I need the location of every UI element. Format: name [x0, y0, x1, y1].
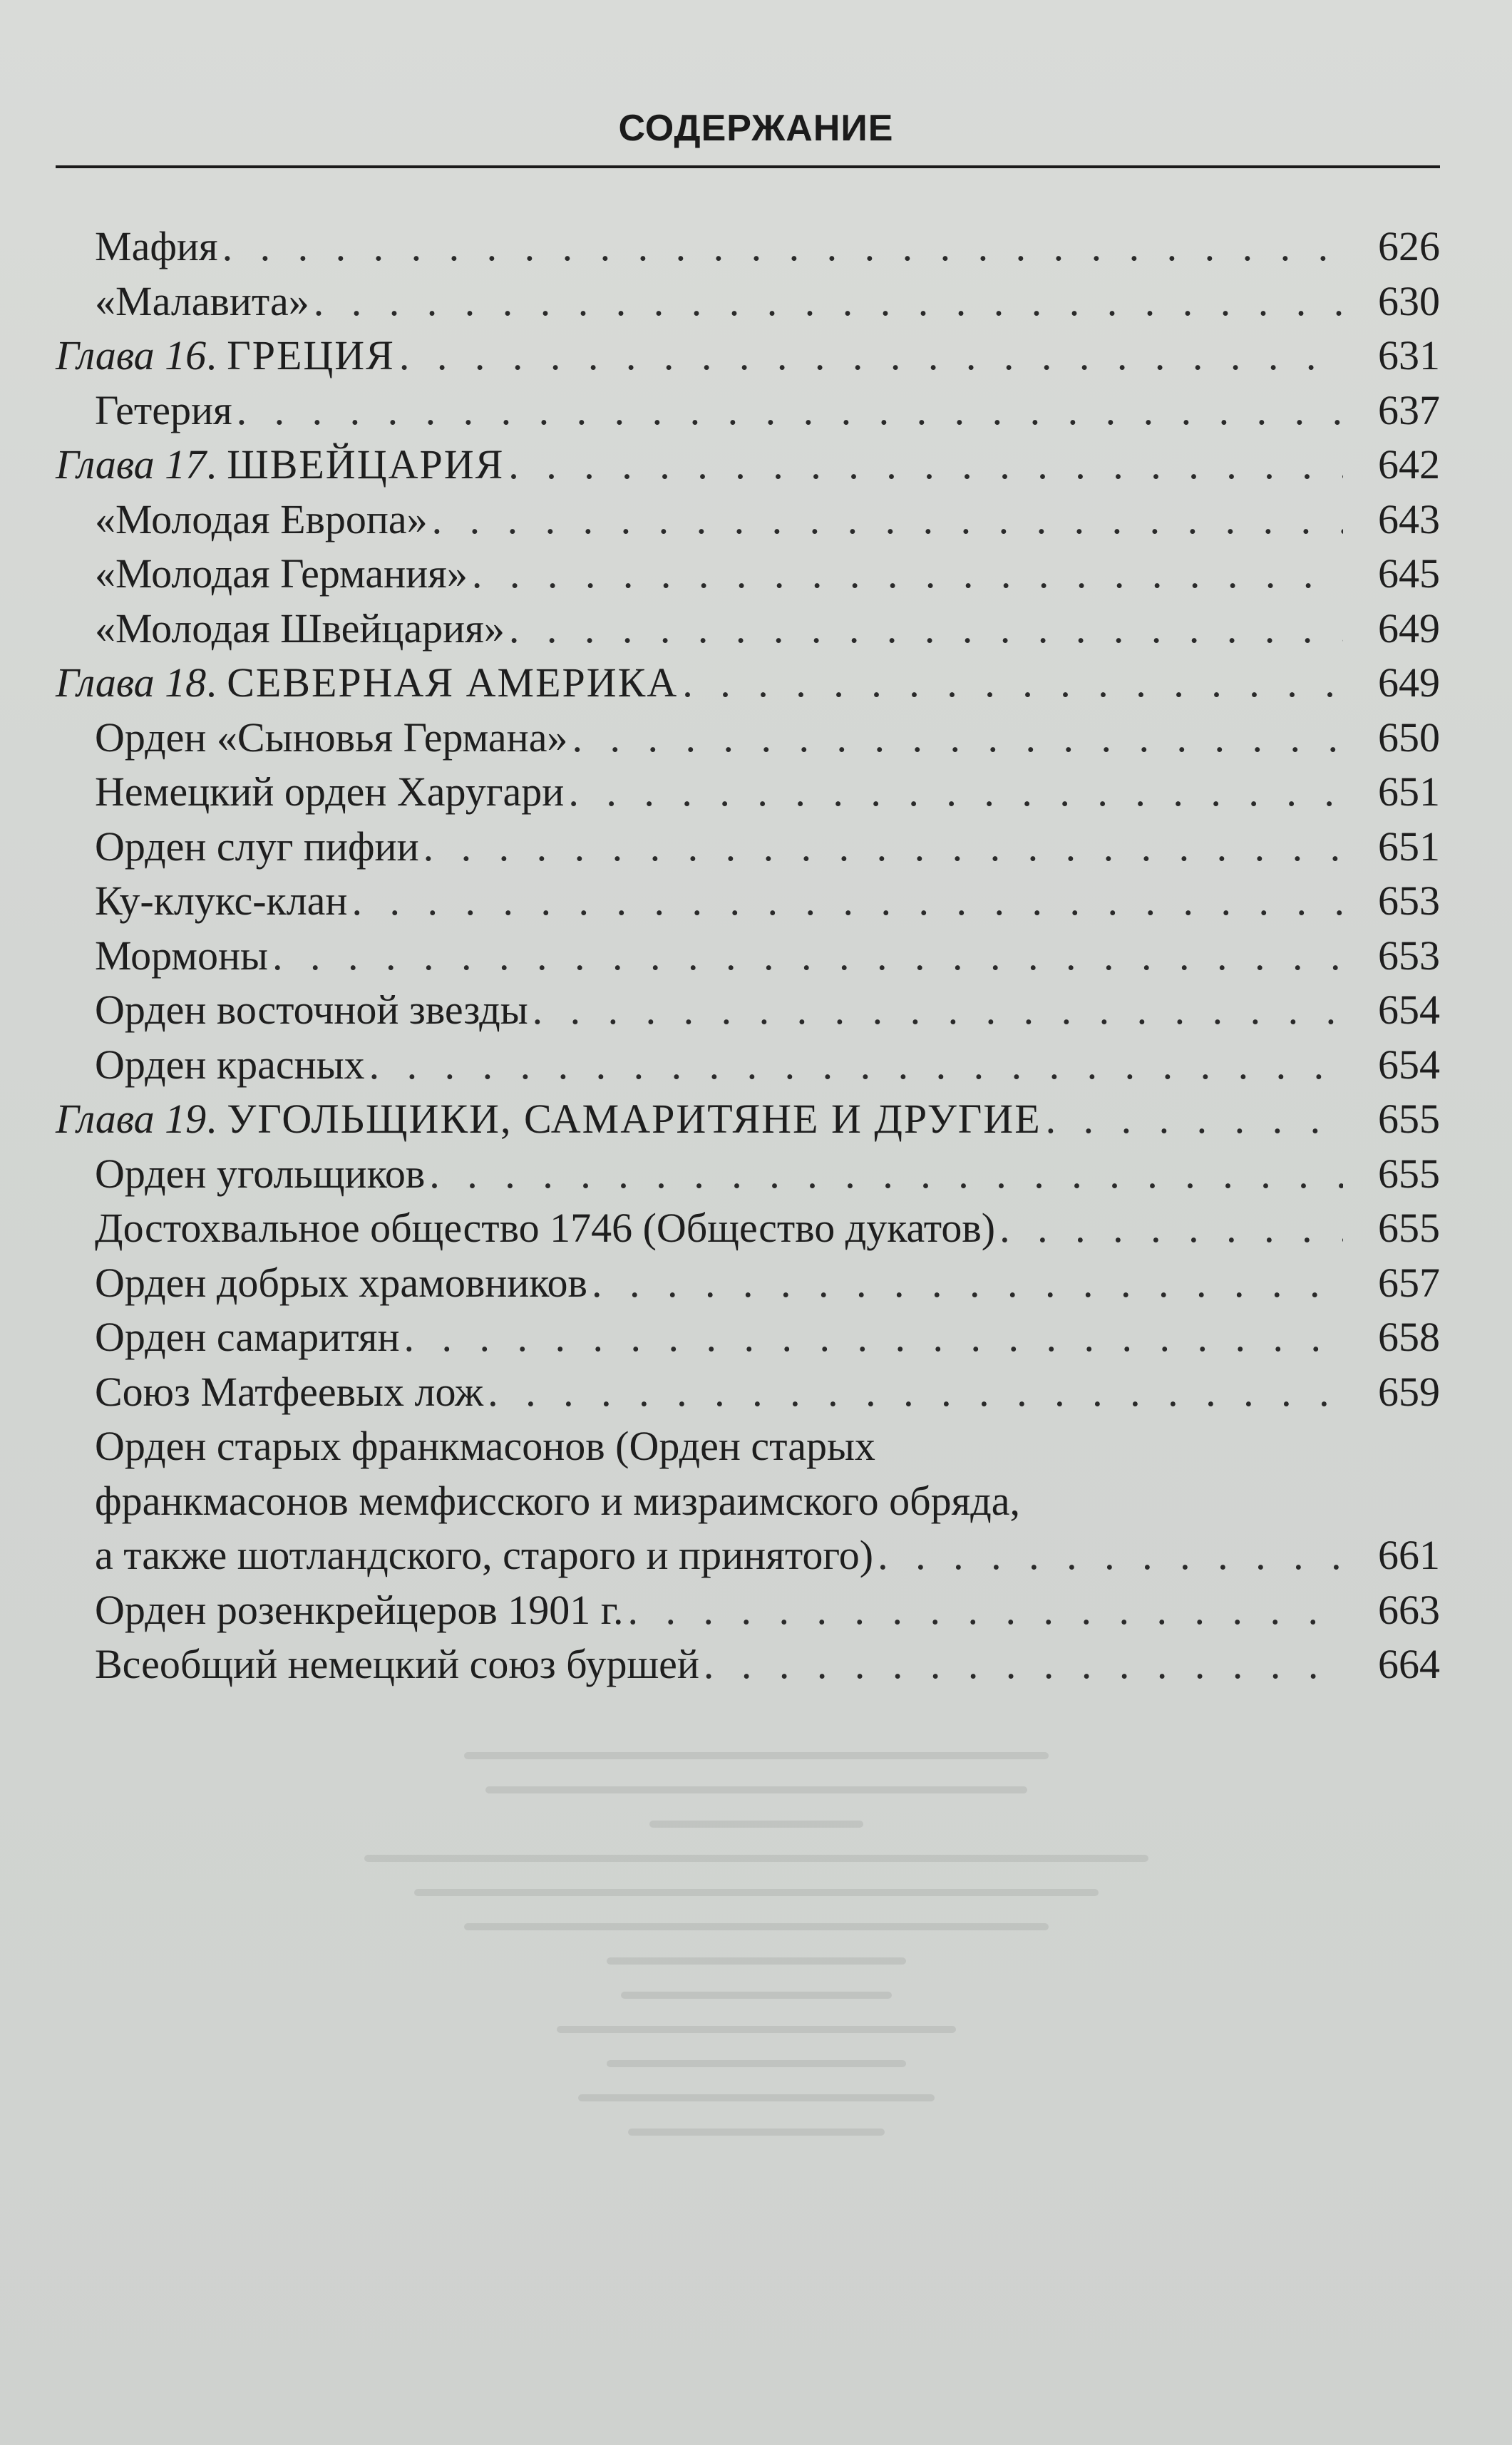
toc-chapter-heading: Глава 16. ГРЕЦИЯ	[56, 332, 395, 379]
toc-entry-page: 654	[1378, 1041, 1440, 1088]
toc-entry-page: 649	[1378, 659, 1440, 706]
dot-leader	[351, 874, 1343, 929]
toc-entry-title: Гетерия	[95, 386, 232, 433]
toc-entry-title: Орден розенкрейцеров 1901 г.	[95, 1586, 624, 1633]
toc-entry	[56, 874, 1440, 929]
toc-entry	[56, 765, 1440, 820]
dot-leader	[423, 820, 1343, 875]
toc-entry-title: Орден слуг пифии	[95, 823, 419, 870]
dot-leader	[533, 983, 1343, 1038]
toc-entry	[56, 711, 1440, 766]
toc-entry	[56, 1528, 1440, 1583]
chapter-title: СЕВЕРНАЯ АМЕРИКА	[227, 659, 679, 706]
toc-chapter-heading: Глава 18. СЕВЕРНАЯ АМЕРИКА	[56, 659, 679, 706]
toc-entry-page: 651	[1378, 768, 1440, 815]
dot-leader	[704, 1637, 1343, 1692]
dot-leader	[272, 929, 1343, 984]
dot-leader	[488, 1365, 1343, 1420]
dot-leader	[572, 711, 1343, 766]
dot-leader	[627, 1583, 1343, 1638]
toc-entry-page: 642	[1378, 441, 1440, 488]
toc-entry	[56, 1637, 1440, 1692]
toc-entry	[56, 1147, 1440, 1202]
toc-entry	[56, 983, 1440, 1038]
toc-entry-page: 637	[1378, 386, 1440, 433]
dot-leader	[472, 547, 1343, 602]
dot-leader	[509, 602, 1343, 657]
dot-leader	[404, 1310, 1344, 1365]
chapter-label: Глава 18	[56, 659, 207, 706]
toc-entry-title: Немецкий орден Харугари	[95, 768, 565, 815]
toc-entry-title: Орден красных	[95, 1041, 365, 1088]
toc-entry-title: «Молодая Швейцария»	[95, 604, 505, 652]
dot-leader	[237, 384, 1343, 438]
toc-entry-page: 653	[1378, 877, 1440, 924]
toc-entry-page: 658	[1378, 1314, 1440, 1360]
toc-entry-page: 661	[1378, 1532, 1440, 1578]
toc-entry-title: «Молодая Европа»	[95, 495, 428, 542]
dot-leader	[369, 1038, 1343, 1093]
toc-entry-page: 651	[1378, 823, 1440, 870]
toc-entry-title: Союз Матфеевых лож	[95, 1368, 484, 1415]
toc-entry-title: Ку-клукс-клан	[95, 877, 348, 924]
toc-entry	[56, 274, 1440, 329]
dot-leader	[568, 765, 1343, 820]
show-through-text	[0, 1725, 1512, 2367]
table-of-contents	[56, 220, 1440, 1692]
chapter-label: Глава 17	[56, 441, 207, 488]
toc-entry-page: 663	[1378, 1586, 1440, 1633]
toc-entry-line	[56, 1419, 1440, 1474]
dot-leader	[999, 1201, 1343, 1256]
toc-entry-page: 650	[1378, 714, 1440, 761]
toc-entry	[56, 384, 1440, 438]
toc-entry-title-line-2: франкмасонов мемфисского и мизраимского обряда,	[95, 1477, 1021, 1524]
toc-entry-title-line-3: а также шотландского, старого и принятого)	[95, 1532, 874, 1578]
toc-chapter	[56, 329, 1440, 384]
toc-entry-page: 626	[1378, 223, 1440, 269]
dot-leader	[1046, 1092, 1343, 1147]
dot-leader	[682, 656, 1343, 711]
toc-entry-title: Достохвальное общество 1746 (Общество дукатов)	[95, 1205, 996, 1251]
toc-chapter	[56, 1092, 1440, 1147]
toc-entry-page: 653	[1378, 932, 1440, 979]
toc-entry-page: 664	[1378, 1641, 1440, 1687]
toc-entry-page: 659	[1378, 1368, 1440, 1415]
dot-leader	[399, 329, 1343, 384]
toc-entry-page: 655	[1378, 1096, 1440, 1142]
toc-entry-page: 655	[1378, 1205, 1440, 1251]
toc-entry-title: Орден самаритян	[95, 1314, 400, 1360]
toc-entry-page: 631	[1378, 332, 1440, 379]
toc-entry	[56, 929, 1440, 984]
toc-entry-page: 657	[1378, 1259, 1440, 1306]
dot-leader	[878, 1528, 1343, 1583]
chapter-title: ШВЕЙЦАРИЯ	[227, 441, 505, 488]
toc-entry	[56, 1310, 1440, 1365]
dot-leader	[222, 220, 1343, 274]
toc-entry	[56, 1201, 1440, 1256]
toc-entry-page: 643	[1378, 495, 1440, 542]
dot-leader	[508, 438, 1343, 493]
toc-entry	[56, 820, 1440, 875]
chapter-title: УГОЛЬЩИКИ, САМАРИТЯНЕ И ДРУГИЕ	[227, 1096, 1042, 1142]
toc-chapter	[56, 438, 1440, 493]
toc-chapter	[56, 656, 1440, 711]
toc-entry	[56, 1583, 1440, 1638]
toc-entry	[56, 1365, 1440, 1420]
toc-entry-title: Орден добрых храмовников	[95, 1259, 587, 1306]
dot-leader	[314, 274, 1343, 329]
toc-entry-line	[56, 1474, 1440, 1529]
toc-entry	[56, 1256, 1440, 1311]
chapter-label: Глава 16	[56, 332, 207, 379]
toc-entry-page: 654	[1378, 987, 1440, 1033]
toc-entry	[56, 220, 1440, 274]
dot-leader	[429, 1147, 1343, 1202]
toc-entry-title: Орден угольщиков	[95, 1150, 426, 1197]
header-rule	[56, 165, 1440, 168]
toc-entry-title: Орден «Сыновья Германа»	[95, 714, 568, 761]
toc-entry	[56, 493, 1440, 547]
chapter-title: ГРЕЦИЯ	[227, 332, 395, 379]
toc-entry	[56, 1038, 1440, 1093]
dot-leader	[432, 493, 1343, 547]
toc-entry-title-line-1: Орден старых франкмасонов (Орден старых	[95, 1423, 875, 1469]
toc-entry-page: 630	[1378, 277, 1440, 324]
toc-chapter-heading: Глава 19. УГОЛЬЩИКИ, САМАРИТЯНЕ И ДРУГИЕ	[56, 1096, 1042, 1142]
toc-entry-title: «Молодая Германия»	[95, 550, 468, 597]
toc-entry-title: Мормоны	[95, 932, 268, 979]
toc-entry-title: Орден восточной звезды	[95, 987, 528, 1033]
toc-entry-title: Мафия	[95, 223, 218, 269]
chapter-label: Глава 19	[56, 1096, 207, 1142]
toc-entry-page: 645	[1378, 550, 1440, 597]
toc-entry-page: 649	[1378, 604, 1440, 652]
toc-entry-page: 655	[1378, 1150, 1440, 1197]
running-head: СОДЕРЖАНИЕ	[618, 108, 894, 149]
toc-entry-title: Всеобщий немецкий союз буршей	[95, 1641, 699, 1687]
toc-chapter-heading: Глава 17. ШВЕЙЦАРИЯ	[56, 441, 505, 488]
toc-entry	[56, 547, 1440, 602]
toc-entry-title: «Малавита»	[95, 277, 309, 324]
toc-entry	[56, 602, 1440, 657]
dot-leader	[592, 1256, 1343, 1311]
